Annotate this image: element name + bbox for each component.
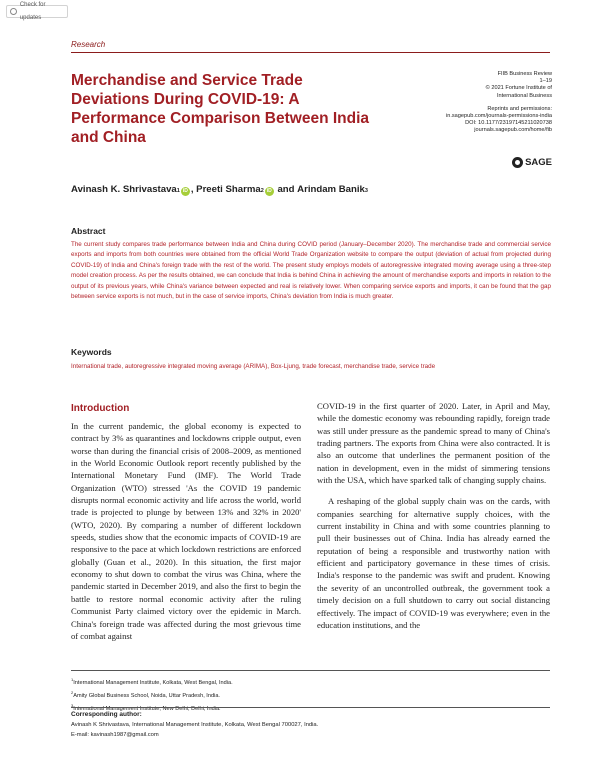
affiliation-2: $^2$Amity Global Business School, Noida, Uttar Pradesh, India. <box>71 690 220 700</box>
page-range: 1–19 <box>539 78 552 85</box>
body-column-left <box>71 420 301 642</box>
publisher-name: SAGE <box>525 157 552 168</box>
corresponding-details <box>71 721 318 740</box>
section-label: Research <box>71 40 106 49</box>
intro-paragraph-1-cont: COVID-19 in the first quarter of 2020. Later, in April and May, while the domestic economy was rebounding rapidly, foreign trade was still under pressure as the pandemic spread to many of China's trading partners. The exports from China were also contracted. It is also an outcome that underlines the permanent position of the nation in development, even in the midst of simmering tensions with the USA, which have sparked talk of changing supply chains. <box>317 401 550 486</box>
copyright-line-1: © 2021 Fortune Institute of <box>485 85 552 92</box>
reprints-line-1: Reprints and permissions: <box>487 105 552 112</box>
header-divider <box>71 52 550 53</box>
author-and: and <box>277 184 295 195</box>
journal-name: FIIB Business Review <box>497 71 552 77</box>
affiliation-3: $^3$International Management Institute, New Delhi, Delhi, India. <box>71 703 221 713</box>
body-column-right <box>317 400 550 631</box>
introduction-heading: Introduction <box>71 403 130 414</box>
abstract-heading: Abstract <box>71 226 106 236</box>
author-1[interactable]: Avinash K. Shrivastava <box>71 184 177 195</box>
doi[interactable]: DOI: 10.1177/23197145211020738 <box>465 120 552 127</box>
keywords-text: International trade, autoregressive integrated moving average (ARIMA), Box-Ljung, trade forecast, merchandise trade, service trade <box>71 363 436 370</box>
corresponding-divider <box>71 707 550 708</box>
reprints-link[interactable]: in.sagepub.com/journals-permissions-india <box>445 113 552 120</box>
author-3-affil: 3 <box>364 188 368 194</box>
corresponding-email[interactable]: E-mail: kavinash1987@gmail.com <box>71 731 159 738</box>
sage-logo-icon <box>512 157 523 168</box>
abstract-text: The current study compares trade performance between India and China during COVID period (January–December 2020). The merchandise trade and commercial service exports and imports from both countries were obtained from the official World Trade Organization website to compare the output (deviation of actual from projected during COVID-19) of India and China's foreign trade with the rest of the world. The present study employs models of autoregressive integrated moving average using a three-step model creation process. As per the results obtained, we can conclude that India is behind China in achieving the amount of merchandise exports and imports in relation to the output of its previous years, while China's variance between expected and real is relatively lower. When comparing service exports and imports, it can be found that the gap between service exports is not much, but in the case of service imports, China's deviation from India is much greater. <box>71 241 551 301</box>
badge-label: Check for updates <box>19 1 46 21</box>
author-2[interactable]: Preeti Sharma <box>196 184 261 195</box>
author-list <box>71 184 368 196</box>
affiliation-1: $^1$International Management Institute, Kolkata, West Bengal, India. <box>71 677 233 686</box>
journal-meta <box>402 71 552 135</box>
orcid-icon[interactable]: iD <box>266 188 272 194</box>
check-updates-icon <box>10 8 17 15</box>
affiliations <box>71 675 233 714</box>
intro-paragraph-1: In the current pandemic, the global economy is expected to contract by 3% as quarantines and lockdowns cripple output, even worse than during the financial crisis of 2008–2009, as mentioned in the World Economic Outlook report recently published by the International Monetary Fund (IMF). The World Trade Organization (WTO) stressed 'As the COVID 19 pandemic disrupts normal economic activity and life across the world, world trade is projected to plunge by between 13% and 32% in 2020' (WTO, 2020). By comparing a number of different lockdown speeds, studies show that the economic impacts of COVID-19 are responsive to the pace at which lockdown restrictions are enforced globally (Guan et al., 2020). In this situation, the first major economy to shut down to combat the virus was China, where the pandemic started in December 2019, and also the first to begin the battle to restore normal economic activity after the ruling Communist Party claimed victory over the epidemic in March. China's foreign trade was affected during the most grievous time of combat against <box>71 421 301 641</box>
author-2-affil: 2 <box>260 188 264 194</box>
keywords-heading: Keywords <box>71 347 112 357</box>
journal-link[interactable]: journals.sagepub.com/home/fib <box>474 127 552 134</box>
orcid-icon[interactable]: iD <box>182 188 188 194</box>
intro-paragraph-2: A reshaping of the global supply chain was on the cards, with companies searching for alternative supply choices, with the current instability in China and with some countries planning to pull their businesses out of China. India has already earned the reputation of being a responsible and trustworthy nation with efficient and participatory governance in these times of crisis. India's response to the pandemic was swift and prudent. Knowing the severity of an uncontrolled outbreak, the government took a timely decision on a full shutdown to carry out social distancing effectively. The impact of COVID-19 was everywhere; even in the education institutions, and the <box>317 496 550 630</box>
author-1-affil: 1 <box>176 188 180 194</box>
copyright-line-2: International Business <box>496 92 552 99</box>
author-separator: , <box>190 184 194 195</box>
article-title: Merchandise and Service Trade Deviations During COVID-19: A Performance Comparison Between India and China <box>71 72 370 146</box>
publisher-logo <box>512 157 552 168</box>
corresponding-address: Avinash K Shrivastava, International Management Institute, Kolkata, West Bengal 700027, India. <box>71 722 319 728</box>
author-3[interactable]: Arindam Banik <box>297 184 365 195</box>
check-for-updates-badge[interactable] <box>6 1 68 21</box>
corresponding-heading: Corresponding author: <box>71 711 142 718</box>
footnote-divider <box>71 670 550 671</box>
